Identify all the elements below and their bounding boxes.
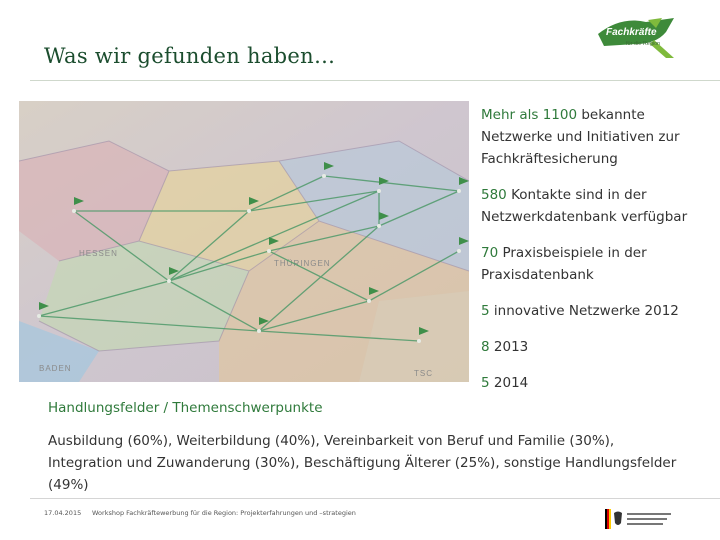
handlungsfelder-text: Ausbildung (60%), Weiterbildung (40%), Vereinbarkeit von Beruf und Familie (30%), Integration und Zuwanderung (30%), Beschäftigung Älterer (25%), sonstige Handlungsfelder (49%) bbox=[48, 433, 677, 493]
footer-text: Workshop Fachkräftewerbung für die Region: Projekterfahrungen und –strategien bbox=[92, 509, 356, 517]
fact-text: bekannte Netzwerke und Initiativen zur Fachkräftesicherung bbox=[481, 107, 680, 167]
footer-date: 17.04.2015 bbox=[44, 509, 82, 517]
fact-networks bbox=[481, 104, 711, 170]
map-label-hessen: HESSEN bbox=[79, 249, 118, 258]
fact-text: innovative Netzwerke 2012 bbox=[489, 303, 679, 319]
fact-2012 bbox=[481, 300, 711, 322]
map-label-tsc: TSC bbox=[414, 369, 433, 378]
logo-title: Fachkräfte bbox=[606, 27, 657, 38]
network-map-photo bbox=[19, 101, 469, 382]
fact-number: 70 bbox=[481, 245, 499, 261]
fact-text: 2013 bbox=[489, 339, 529, 355]
slide-title: Was wir gefunden haben… bbox=[44, 44, 336, 68]
fact-text: Praxisbeispiele in der Praxisdatenbank bbox=[481, 245, 647, 283]
fact-number: 580 bbox=[481, 187, 507, 203]
fact-examples bbox=[481, 242, 711, 286]
fact-number: 5 bbox=[481, 303, 490, 319]
logo-subtitle: für die Region bbox=[626, 41, 661, 47]
fact-2014 bbox=[481, 372, 711, 394]
ministry-logo bbox=[605, 507, 675, 531]
fact-text: Kontakte sind in der Netzwerkdatenbank verfügbar bbox=[481, 187, 688, 225]
fact-text: 2014 bbox=[489, 375, 529, 391]
fact-number: 5 bbox=[481, 375, 490, 391]
footer-divider bbox=[30, 498, 720, 499]
handlungsfelder-heading: Handlungsfelder / Themenschwerpunkte bbox=[48, 400, 323, 416]
facts-list bbox=[481, 104, 711, 408]
fact-contacts bbox=[481, 184, 711, 228]
fact-2013 bbox=[481, 336, 711, 358]
map-label-baden: BADEN bbox=[39, 364, 72, 373]
map-label-thueringen: THÜRINGEN bbox=[274, 259, 331, 268]
title-divider bbox=[30, 80, 720, 81]
fact-number: 8 bbox=[481, 339, 490, 355]
fact-number: Mehr als 1100 bbox=[481, 107, 578, 123]
